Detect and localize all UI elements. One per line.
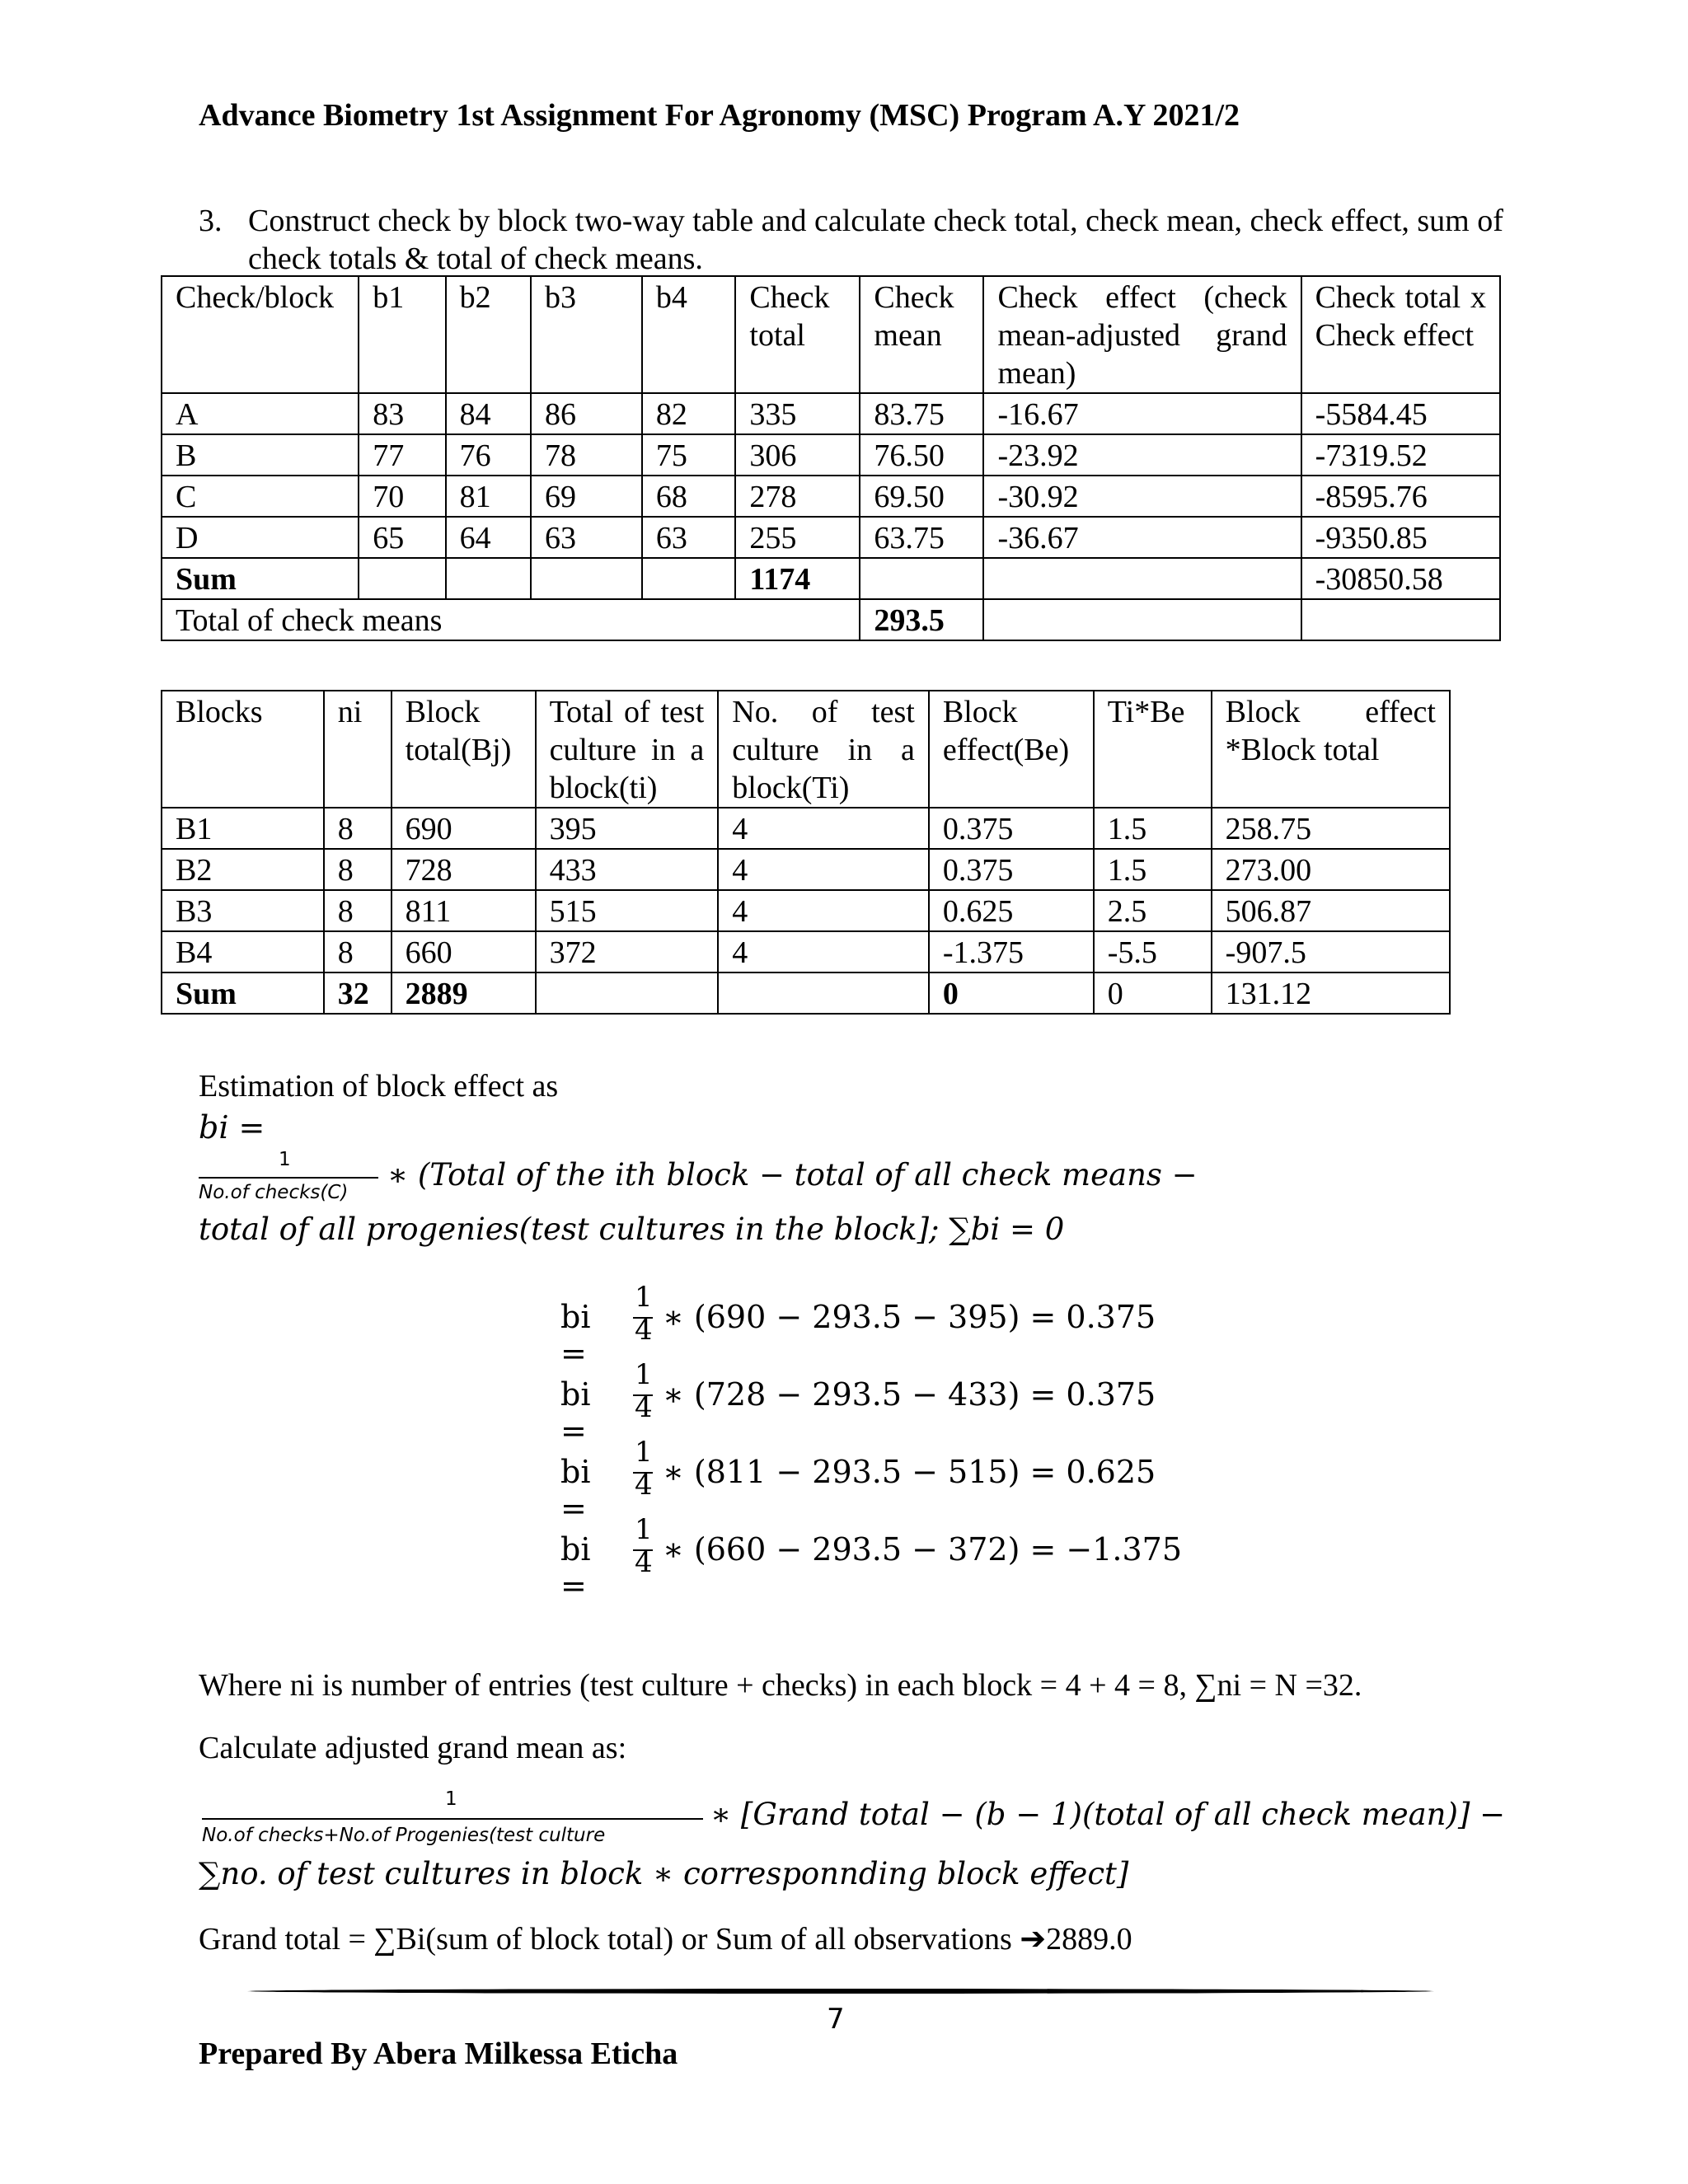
question-text: Construct check by block two-way table and calculate check total, check mean, check effect, sum of check totals & total of check means.	[248, 204, 1503, 276]
eq-denominator: 4	[635, 1469, 653, 1502]
total-means-label: Total of check means	[162, 599, 860, 640]
eq-denominator: 4	[635, 1314, 653, 1347]
table-row	[162, 517, 1500, 558]
table-cell	[1301, 599, 1500, 640]
sum-label: Sum	[162, 558, 359, 599]
table-cell: 306	[735, 434, 860, 476]
table-cell: 506.87	[1212, 890, 1450, 931]
table-cell: -7319.52	[1301, 434, 1500, 476]
header-cell: b1	[359, 276, 445, 393]
table-cell	[536, 972, 719, 1014]
sum-block-effect: 0	[929, 972, 1094, 1014]
fraction-denominator: No.of checks(C)	[199, 1182, 349, 1203]
header-cell: Check/block	[162, 276, 359, 393]
table-row	[162, 808, 1450, 849]
table-cell: -5584.45	[1301, 393, 1500, 434]
table-header-row	[162, 276, 1500, 393]
table-cell: B3	[162, 890, 324, 931]
header-cell: Check total	[735, 276, 860, 393]
table-cell: C	[162, 476, 359, 517]
eq-numerator: 1	[635, 1358, 653, 1391]
table-cell: 86	[531, 393, 642, 434]
table-cell: -907.5	[1212, 931, 1450, 972]
table-cell: 255	[735, 517, 860, 558]
header-cell: Block effect(Be)	[929, 691, 1094, 808]
table-cell: -8595.76	[1301, 476, 1500, 517]
eq-denominator: 4	[635, 1546, 653, 1579]
table-cell: 0.375	[929, 849, 1094, 890]
header-cell: Check effect (check mean-adjusted grand mean)	[983, 276, 1301, 393]
table-cell: 1.5	[1094, 808, 1212, 849]
header-cell: b3	[531, 276, 642, 393]
table-cell: 4	[718, 849, 929, 890]
table-cell: 728	[392, 849, 536, 890]
grand-mean-formula-line-1: ∗ [Grand total − (b − 1)(total of all check mean)] −	[710, 1797, 1506, 1832]
table-cell: -23.92	[983, 434, 1301, 476]
table-cell: D	[162, 517, 359, 558]
table-cell: 4	[718, 890, 929, 931]
footer-divider	[247, 1989, 1434, 1994]
table-header-row	[162, 691, 1450, 808]
table-cell: 8	[324, 890, 392, 931]
header-cell: Block total(Bj)	[392, 691, 536, 808]
table-cell: 258.75	[1212, 808, 1450, 849]
header-cell: b2	[446, 276, 531, 393]
table-cell: 1.5	[1094, 849, 1212, 890]
calc-grand-mean-text: Calculate adjusted grand mean as:	[199, 1731, 627, 1765]
table-cell	[983, 599, 1301, 640]
table-cell: -16.67	[983, 393, 1301, 434]
table-cell: B	[162, 434, 359, 476]
table-cell: 83	[359, 393, 445, 434]
eq-rhs: ∗ (728 − 293.5 − 433) = 0.375	[663, 1376, 1156, 1413]
table-cell	[860, 558, 983, 599]
grand-mean-formula-line-2: ∑no. of test cultures in block ∗ corresponnding block effect]	[199, 1856, 1129, 1891]
table-cell: -30.92	[983, 476, 1301, 517]
grand-total-text: Grand total = ∑Bi(sum of block total) or Sum of all observations ➔2889.0	[199, 1922, 1132, 1957]
check-by-block-table	[161, 275, 1501, 641]
table-cell: 69	[531, 476, 642, 517]
table-cell: -36.67	[983, 517, 1301, 558]
total-means-value: 293.5	[860, 599, 983, 640]
total-means-row	[162, 599, 1500, 640]
eq-lhs: bi =	[560, 1376, 591, 1449]
table-cell	[983, 558, 1301, 599]
sum-ti-be: 0	[1094, 972, 1212, 1014]
table-cell: 395	[536, 808, 719, 849]
sum-block-total: 2889	[392, 972, 536, 1014]
table-cell: 64	[446, 517, 531, 558]
table-cell: 63	[642, 517, 736, 558]
table-cell: 8	[324, 808, 392, 849]
table-row	[162, 931, 1450, 972]
table-cell: 82	[642, 393, 736, 434]
table-cell: 84	[446, 393, 531, 434]
table-cell: 68	[642, 476, 736, 517]
table-cell: 690	[392, 808, 536, 849]
formula-line-1: ∗ (Total of the ith block − total of all check means −	[387, 1157, 1198, 1193]
sum-product: -30850.58	[1301, 558, 1500, 599]
table-cell: 63	[531, 517, 642, 558]
table-cell: 76.50	[860, 434, 983, 476]
table-cell: B1	[162, 808, 324, 849]
table-cell: -5.5	[1094, 931, 1212, 972]
table-cell: 69.50	[860, 476, 983, 517]
sum-ni: 32	[324, 972, 392, 1014]
page-header-title: Advance Biometry 1st Assignment For Agronomy (MSC) Program A.Y 2021/2	[199, 98, 1240, 133]
table-row	[162, 393, 1500, 434]
table-cell: B4	[162, 931, 324, 972]
sum-effect-total: 131.12	[1212, 972, 1450, 1014]
fraction-bar	[199, 1177, 378, 1179]
header-cell: Check mean	[860, 276, 983, 393]
header-cell: Check total x Check effect	[1301, 276, 1500, 393]
header-cell: Block effect *Block total	[1212, 691, 1450, 808]
table-cell: -9350.85	[1301, 517, 1500, 558]
table-cell: 83.75	[860, 393, 983, 434]
table-cell: 65	[359, 517, 445, 558]
eq-denominator: 4	[635, 1391, 653, 1424]
table-cell: 372	[536, 931, 719, 972]
sum-check-total: 1174	[735, 558, 860, 599]
table-cell	[359, 558, 445, 599]
block-effect-table	[161, 690, 1451, 1015]
table-cell: 273.00	[1212, 849, 1450, 890]
eq-rhs: ∗ (811 − 293.5 − 515) = 0.625	[663, 1454, 1156, 1490]
table-cell: 515	[536, 890, 719, 931]
eq-rhs: ∗ (660 − 293.5 − 372) = −1.375	[663, 1531, 1183, 1568]
table-cell: -1.375	[929, 931, 1094, 972]
header-cell: ni	[324, 691, 392, 808]
table-cell: A	[162, 393, 359, 434]
table-cell: 63.75	[860, 517, 983, 558]
table-cell: 433	[536, 849, 719, 890]
fraction-bar	[202, 1818, 703, 1820]
table-row	[162, 434, 1500, 476]
header-cell: Ti*Be	[1094, 691, 1212, 808]
table-cell: 77	[359, 434, 445, 476]
table-cell: 4	[718, 931, 929, 972]
table-cell: 660	[392, 931, 536, 972]
header-cell: Total of test culture in a block(ti)	[536, 691, 719, 808]
table-cell: 78	[531, 434, 642, 476]
eq-numerator: 1	[635, 1436, 653, 1469]
table-cell: 4	[718, 808, 929, 849]
table-cell: 811	[392, 890, 536, 931]
estimation-heading: Estimation of block effect as	[199, 1069, 559, 1104]
bi-label: bi =	[199, 1109, 265, 1146]
eq-numerator: 1	[635, 1513, 653, 1546]
formula-line-2: total of all progenies(test cultures in the block]; ∑bi = 0	[199, 1212, 1065, 1247]
table-cell: 75	[642, 434, 736, 476]
eq-rhs: ∗ (690 − 293.5 − 395) = 0.375	[663, 1299, 1156, 1335]
table-cell: 8	[324, 849, 392, 890]
table-cell: 0.375	[929, 808, 1094, 849]
table-cell: 76	[446, 434, 531, 476]
eq-lhs: bi =	[560, 1454, 591, 1526]
page-number: 7	[827, 2003, 845, 2036]
table-cell: B2	[162, 849, 324, 890]
eq-lhs: bi =	[560, 1299, 591, 1371]
table-cell: 335	[735, 393, 860, 434]
table-cell: 278	[735, 476, 860, 517]
sum-label: Sum	[162, 972, 324, 1014]
fraction-denominator: No.of checks+No.of Progenies(test culture	[202, 1825, 606, 1846]
header-cell: Blocks	[162, 691, 324, 808]
table-cell: 2.5	[1094, 890, 1212, 931]
table-row	[162, 849, 1450, 890]
table-row	[162, 890, 1450, 931]
question-number: 3.	[199, 204, 223, 238]
table-cell	[718, 972, 929, 1014]
sum-row	[162, 558, 1500, 599]
table-cell: 8	[324, 931, 392, 972]
table-cell	[531, 558, 642, 599]
eq-numerator: 1	[635, 1281, 653, 1314]
eq-lhs: bi =	[560, 1531, 591, 1604]
table-row	[162, 476, 1500, 517]
sum-row	[162, 972, 1450, 1014]
fraction-numerator: 1	[279, 1149, 291, 1170]
header-cell: b4	[642, 276, 736, 393]
header-cell: No. of test culture in a block(Ti)	[718, 691, 929, 808]
prepared-by: Prepared By Abera Milkessa Eticha	[199, 2036, 678, 2071]
table-cell: 0.625	[929, 890, 1094, 931]
table-cell	[642, 558, 736, 599]
where-ni-text: Where ni is number of entries (test culture + checks) in each block = 4 + 4 = 8, ∑ni = N =32.	[199, 1668, 1362, 1703]
table-cell: 81	[446, 476, 531, 517]
table-cell	[446, 558, 531, 599]
table-cell: 70	[359, 476, 445, 517]
fraction-numerator: 1	[445, 1788, 457, 1810]
